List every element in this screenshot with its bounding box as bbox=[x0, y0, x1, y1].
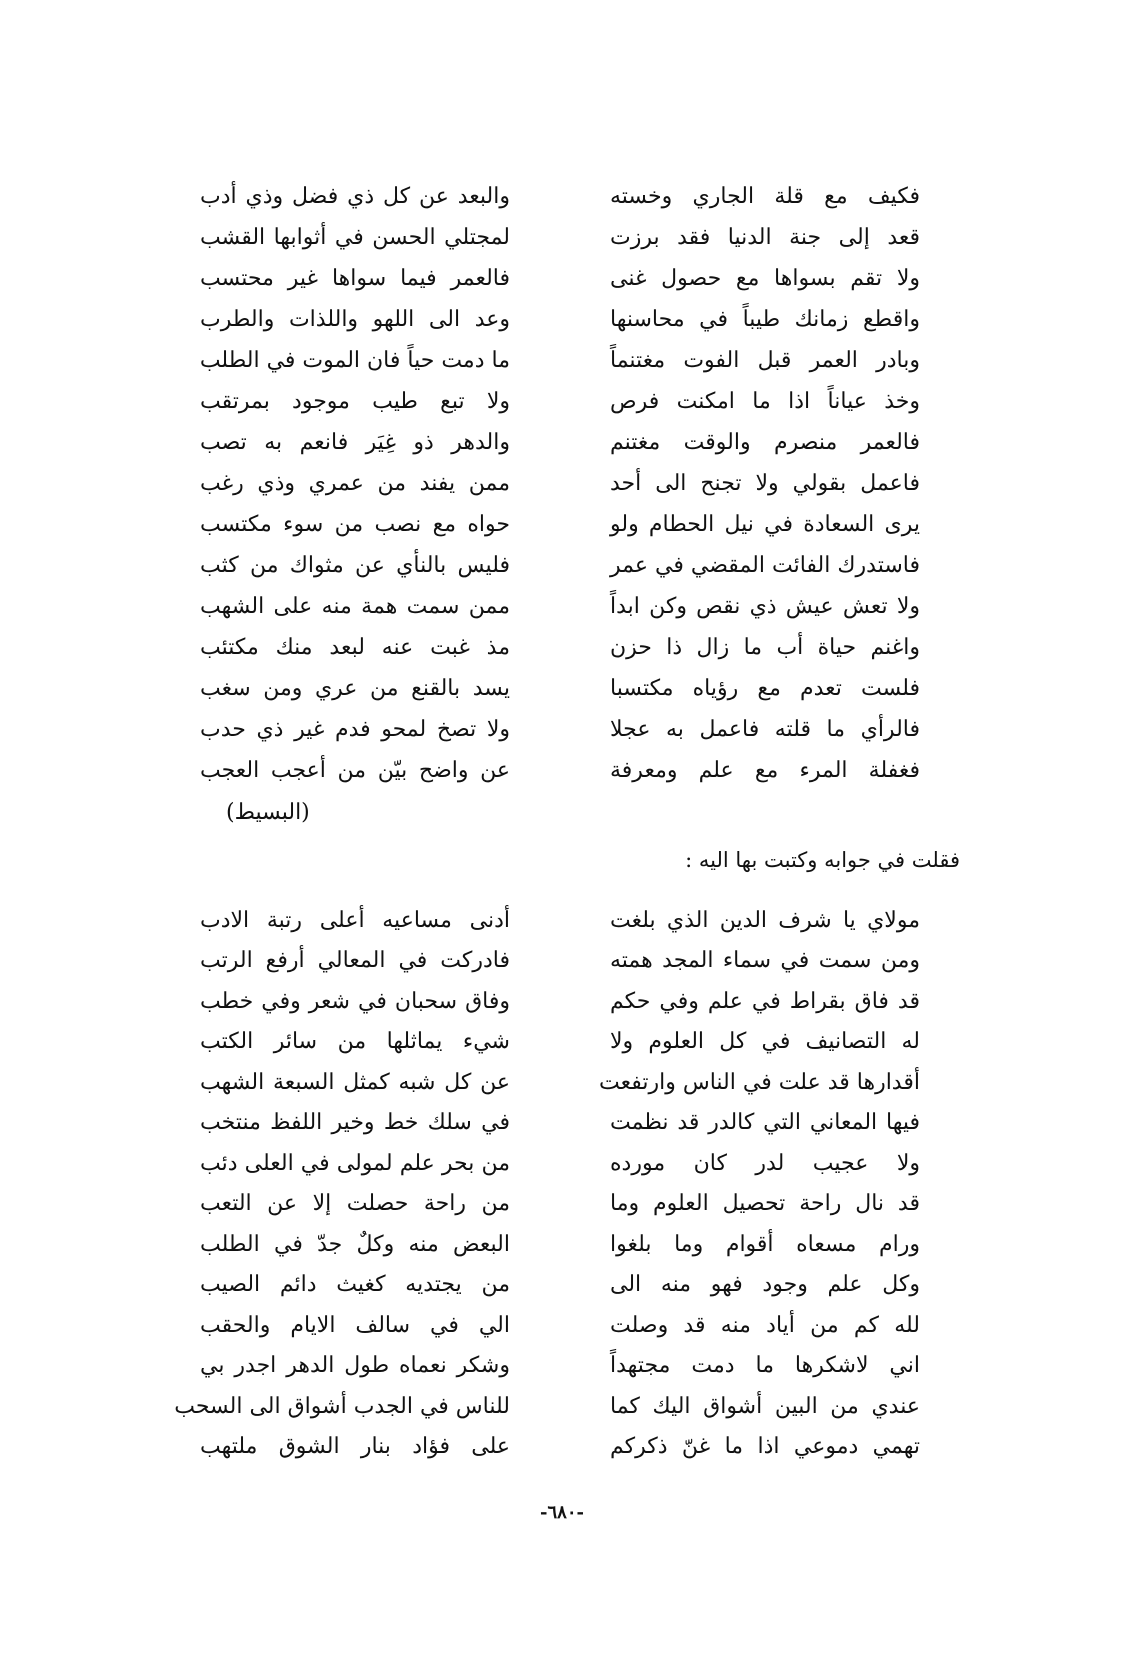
verse-first-hemistich: تهمي دموعي اذا ما غنّ ذكركم bbox=[610, 1434, 920, 1460]
verse-second-hemistich: مذ غبت عنه لبعد منك مكتئب bbox=[200, 635, 510, 660]
verse-second-hemistich: يسد بالقنع من عري ومن سغب bbox=[200, 676, 510, 701]
verse-second-hemistich: حواه مع نصب من سوء مكتسب bbox=[200, 512, 510, 537]
verse-second-hemistich: على فؤاد بنار الشوق ملتهب bbox=[200, 1434, 510, 1460]
verse-second-hemistich: وفاق سحبان في شعر وفي خطب bbox=[200, 988, 510, 1014]
verse-first-hemistich: وخذ عياناً اذا ما امكنت فرص bbox=[610, 389, 920, 414]
verse-second-hemistich: من راحة حصلت إلا عن التعب bbox=[200, 1191, 510, 1217]
verse-first-hemistich: فاعمل بقولي ولا تجنح الى أحد bbox=[610, 471, 920, 496]
verse-row bbox=[200, 340, 920, 381]
page-number: -٦٨٠- bbox=[540, 1502, 584, 1523]
verse-second-hemistich: من يجتديه كغيث دائم الصيب bbox=[200, 1272, 510, 1298]
verse-first-hemistich: أقدارها قد علت في الناس وارتفعت bbox=[599, 1069, 920, 1095]
intro-line: فقلت في جوابه وكتبت بها اليه : bbox=[685, 848, 960, 872]
verse-second-hemistich: في سلك خط وخير اللفظ منتخب bbox=[200, 1110, 510, 1136]
verse-first-hemistich: فكيف مع قلة الجاري وخسته bbox=[610, 184, 920, 209]
verse-first-hemistich: له التصانيف في كل العلوم ولا bbox=[610, 1029, 920, 1055]
verse-row bbox=[200, 1143, 920, 1184]
verse-row bbox=[200, 668, 920, 709]
verse-first-hemistich: قعد إلى جنة الدنيا فقد برزت bbox=[610, 225, 920, 250]
verse-row bbox=[200, 586, 920, 627]
verse-first-hemistich: اني لاشكرها ما دمت مجتهداً bbox=[610, 1353, 920, 1379]
verse-second-hemistich: ولا تصخ لمحو فدم غير ذي حدب bbox=[200, 717, 510, 742]
verse-row bbox=[200, 1265, 920, 1306]
verse-row bbox=[200, 900, 920, 941]
verse-first-hemistich: وبادر العمر قبل الفوت مغتنماً bbox=[610, 348, 920, 373]
verse-second-hemistich: الي في سالف الايام والحقب bbox=[200, 1312, 510, 1338]
verse-first-hemistich: ولا تعش عيش ذي نقص وكن ابداً bbox=[610, 594, 920, 619]
verse-first-hemistich: مولاي يا شرف الدين الذي بلغت bbox=[610, 907, 920, 933]
verse-row bbox=[200, 981, 920, 1022]
verse-first-hemistich: يرى السعادة في نيل الحطام ولو bbox=[610, 512, 920, 537]
verse-second-hemistich: ولا تبع طيب موجود بمرتقب bbox=[200, 389, 510, 414]
verse-first-hemistich: واقطع زمانك طيباً في محاسنها bbox=[610, 307, 920, 332]
verse-second-hemistich: ممن يفند من عمري وذي رغب bbox=[200, 471, 510, 496]
verse-first-hemistich: قد فاق بقراط في علم وفي حكم bbox=[610, 988, 920, 1014]
verse-second-hemistich: للناس في الجدب أشواق الى السحب bbox=[174, 1393, 510, 1419]
verse-first-hemistich: فالعمر منصرم والوقت مغتنم bbox=[610, 430, 920, 455]
verse-second-hemistich: عن واضح بيّن من أعجب العجب bbox=[200, 758, 510, 783]
verse-second-hemistich: لمجتلي الحسن في أثوابها القشب bbox=[200, 225, 510, 250]
verse-second-hemistich: من بحر علم لمولى في العلى دئب bbox=[200, 1150, 510, 1176]
verse-second-hemistich: فادركت في المعالي أرفع الرتب bbox=[200, 948, 510, 974]
verse-row bbox=[200, 422, 920, 463]
verse-first-hemistich: عندي من البين أشواق اليك كما bbox=[610, 1393, 920, 1419]
verse-row bbox=[200, 1022, 920, 1063]
verse-second-hemistich: فليس بالنأي عن مثواك من كثب bbox=[200, 553, 510, 578]
verse-row bbox=[200, 1224, 920, 1265]
verse-first-hemistich: ومن سمت في سماء المجد همته bbox=[610, 948, 920, 974]
verse-first-hemistich: ورام مسعاه أقوام وما بلغوا bbox=[610, 1231, 920, 1257]
verse-first-hemistich: فالرأي ما قلته فاعمل به عجلا bbox=[610, 717, 920, 742]
verse-first-hemistich: وكل علم وجود فهو منه الى bbox=[610, 1272, 920, 1298]
verse-first-hemistich: لله كم من أياد منه قد وصلت bbox=[610, 1312, 920, 1338]
verse-first-hemistich: فيها المعاني التي كالدر قد نظمت bbox=[610, 1110, 920, 1136]
verse-second-hemistich: شيء يماثلها من سائر الكتب bbox=[200, 1029, 510, 1055]
poem-block-2 bbox=[174, 900, 920, 1467]
verse-second-hemistich: وعد الى اللهو واللذات والطرب bbox=[200, 307, 510, 332]
verse-second-hemistich: فالعمر فيما سواها غير محتسب bbox=[200, 266, 510, 291]
verse-first-hemistich: فغفلة المرء مع علم ومعرفة bbox=[610, 758, 920, 783]
verse-first-hemistich: فلست تعدم مع رؤياه مكتسبا bbox=[610, 676, 920, 701]
verse-second-hemistich: ما دمت حياً فان الموت في الطلب bbox=[199, 348, 510, 373]
verse-second-hemistich: ممن سمت همة منه على الشهب bbox=[200, 594, 510, 619]
verse-row bbox=[200, 627, 920, 668]
verse-second-hemistich: وشكر نعماه طول الدهر اجدر بي bbox=[200, 1353, 510, 1379]
verse-second-hemistich: والدهر ذو غِيَر فانعم به تصب bbox=[200, 430, 510, 455]
verse-second-hemistich: والبعد عن كل ذي فضل وذي أدب bbox=[200, 184, 510, 209]
verse-row bbox=[200, 463, 920, 504]
verse-row bbox=[200, 504, 920, 545]
verse-second-hemistich: أدنى مساعيه أعلى رتبة الادب bbox=[200, 907, 510, 933]
verse-first-hemistich: ولا عجيب لدر كان مورده bbox=[610, 1150, 920, 1176]
verse-first-hemistich: ولا تقم بسواها مع حصول غنى bbox=[610, 266, 920, 291]
verse-second-hemistich: البعض منه وكلٌ جدّ في الطلب bbox=[200, 1231, 510, 1257]
meter-label: (البسيط) bbox=[226, 800, 310, 825]
verse-row bbox=[200, 545, 920, 586]
verse-row bbox=[200, 1103, 920, 1144]
verse-first-hemistich: فاستدرك الفائت المقضي في عمر bbox=[610, 553, 920, 578]
verse-row bbox=[200, 709, 920, 750]
verse-row bbox=[200, 1062, 920, 1103]
verse-row bbox=[200, 941, 920, 982]
verse-row bbox=[200, 217, 920, 258]
verse-row bbox=[200, 1427, 920, 1468]
verse-first-hemistich: واغنم حياة أب ما زال ذا حزن bbox=[610, 635, 920, 660]
verse-row bbox=[200, 750, 920, 791]
verse-first-hemistich: قد نال راحة تحصيل العلوم وما bbox=[610, 1191, 920, 1217]
poem-block-1 bbox=[200, 176, 920, 791]
verse-row bbox=[200, 1346, 920, 1387]
verse-row bbox=[174, 1386, 920, 1427]
verse-row bbox=[200, 176, 920, 217]
verse-row bbox=[200, 1305, 920, 1346]
verse-second-hemistich: عن كل شبه كمثل السبعة الشهب bbox=[200, 1069, 510, 1095]
verse-row bbox=[200, 258, 920, 299]
verse-row bbox=[200, 299, 920, 340]
verse-row bbox=[200, 1184, 920, 1225]
verse-row bbox=[200, 381, 920, 422]
